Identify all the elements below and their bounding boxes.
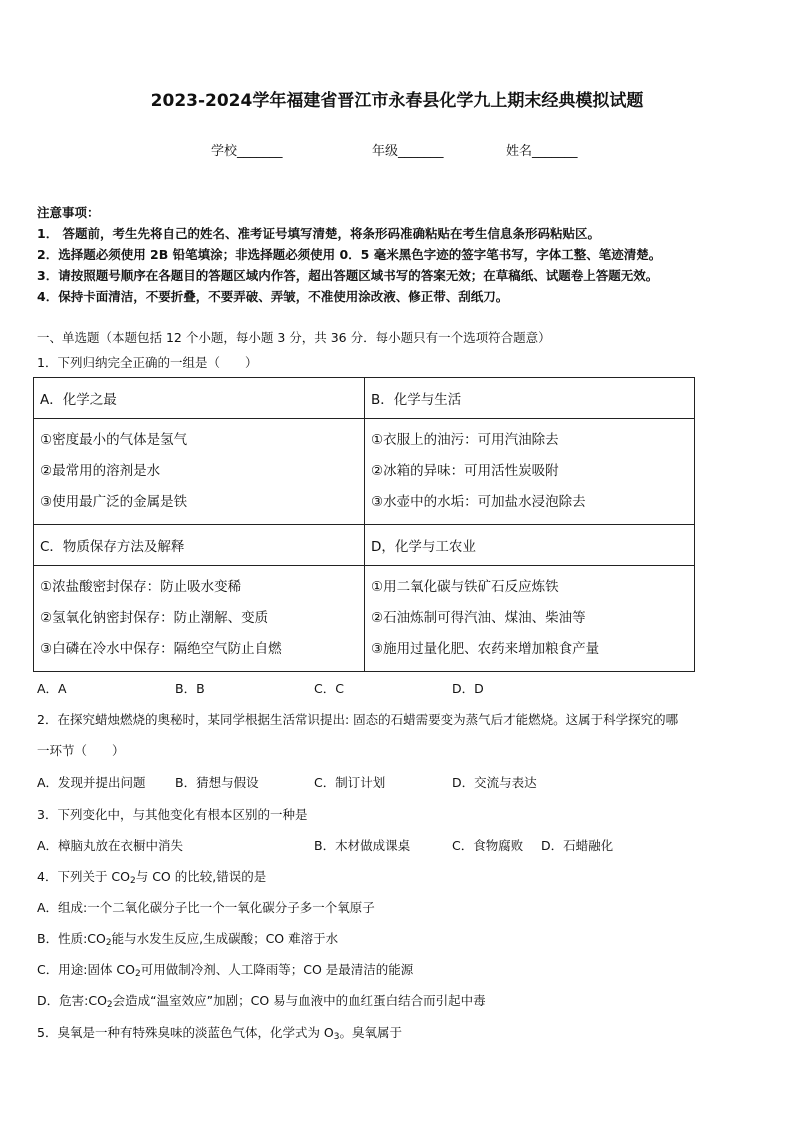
option-b: B．木材做成课桌 xyxy=(314,838,411,853)
table-cell-c xyxy=(34,566,365,672)
option-d: D．危害$:CO_2$会造成“温室效应”加剧；CO 易与血液中的血红蛋白结合而引起中毒 xyxy=(37,993,486,1010)
question-stem: 2．在探究蜡烛燃烧的奥秘时，某同学根据生活常识提出: 固态的石蜡需要变为蒸气后才能燃烧。这属于科学探究的哪 xyxy=(37,712,679,727)
table-header-c: C．物质保存方法及解释 xyxy=(34,525,365,566)
option-c: C．C xyxy=(314,681,344,696)
table-line: ③使用最广泛的金属是铁 xyxy=(40,494,188,510)
question-stem: 3．下列变化中，与其他变化有根本区别的一种是 xyxy=(37,807,308,822)
notice-item: 2．选择题必须使用 2B 铅笔填涂；非选择题必须使用 0．5 毫米黑色字迹的签字笔书写，字体工整、笔迹清楚。 xyxy=(37,247,662,262)
option-a: A．A xyxy=(37,681,67,696)
table-cell-b xyxy=(365,419,695,525)
table-line: ①用二氧化碳与铁矿石反应炼铁 xyxy=(371,579,559,595)
table-line: ②氢氧化钠密封保存：防止潮解、变质 xyxy=(40,610,269,626)
option-b: B．猜想与假设 xyxy=(175,775,259,790)
option-c: C．食物腐败 xyxy=(452,838,524,853)
school-field: 学校_______ xyxy=(211,144,283,159)
question-stem: 5．臭氧是一种有特殊臭味的淡蓝色气体，化学式为 $O_3$。臭氧属于 xyxy=(37,1025,403,1042)
option-d: D．D xyxy=(452,681,484,696)
table-line: ①浓盐酸密封保存：防止吸水变稀 xyxy=(40,579,242,595)
table-line: ②最常用的溶剂是水 xyxy=(40,463,161,479)
table-cell-d xyxy=(365,566,695,672)
table-cell-a xyxy=(34,419,365,525)
table-line: ③施用过量化肥、农药来增加粮食产量 xyxy=(371,641,600,657)
option-b: B．B xyxy=(175,681,205,696)
option-d: D．石蜡融化 xyxy=(541,838,614,853)
option-a: A．发现并提出问题 xyxy=(37,775,146,790)
page-title: 2023-2024学年福建省晋江市永春县化学九上期末经典模拟试题 xyxy=(150,91,644,111)
question-stem: 4．下列关于 $CO_2$与 CO 的比较,错误的是 xyxy=(37,869,267,886)
table-line: ③白磷在冷水中保存：隔绝空气防止自燃 xyxy=(40,641,282,657)
notice-item: 1． 答题前，考生先将自己的姓名、准考证号填写清楚，将条形码准确粘贴在考生信息条形码粘贴区。 xyxy=(37,226,601,241)
table-header-b: B．化学与生活 xyxy=(365,378,695,419)
option-d: D．交流与表达 xyxy=(452,775,537,790)
table-header-a: A．化学之最 xyxy=(34,378,365,419)
question-stem: 1．下列归纳完全正确的一组是（ ） xyxy=(37,355,258,370)
notice-item: 4．保持卡面清洁，不要折叠，不要弄破、弄皱，不准使用涂改液、修正带、刮纸刀。 xyxy=(37,289,509,304)
table-line: ③水壶中的水垢：可加盐水浸泡除去 xyxy=(371,494,586,510)
table-line: ②冰箱的异味：可用活性炭吸附 xyxy=(371,463,559,479)
option-a: A．樟脑丸放在衣橱中消失 xyxy=(37,838,184,853)
option-c: C．用途:固体 $CO_2$可用做制冷剂、人工降雨等；CO 是最清洁的能源 xyxy=(37,962,414,979)
table-line: ①衣服上的油污：可用汽油除去 xyxy=(371,432,559,448)
notice-heading: 注意事项： xyxy=(37,205,100,220)
notice-item: 3．请按照题号顺序在各题目的答题区域内作答，超出答题区域书写的答案无效；在草稿纸、试题卷上答题无效。 xyxy=(37,268,659,283)
table-line: ②石油炼制可得汽油、煤油、柴油等 xyxy=(371,610,586,626)
question-stem: 一环节（ ） xyxy=(37,743,125,758)
option-c: C．制订计划 xyxy=(314,775,386,790)
table-line: ①密度最小的气体是氢气 xyxy=(40,432,188,448)
option-b: B．性质$:CO_2$能与水发生反应,生成碳酸；CO 难溶于水 xyxy=(37,931,339,948)
summary-table xyxy=(33,377,695,672)
table-header-d: D，化学与工农业 xyxy=(365,525,695,566)
grade-field: 年级_______ xyxy=(372,144,444,159)
section-heading: 一、单选题（本题包括 12 个小题，每小题 3 分，共 36 分．每小题只有一个选项符合题意） xyxy=(37,330,551,345)
option-a: A．组成:一个二氧化碳分子比一个一氧化碳分子多一个氧原子 xyxy=(37,900,375,915)
name-field: 姓名_______ xyxy=(506,144,578,159)
